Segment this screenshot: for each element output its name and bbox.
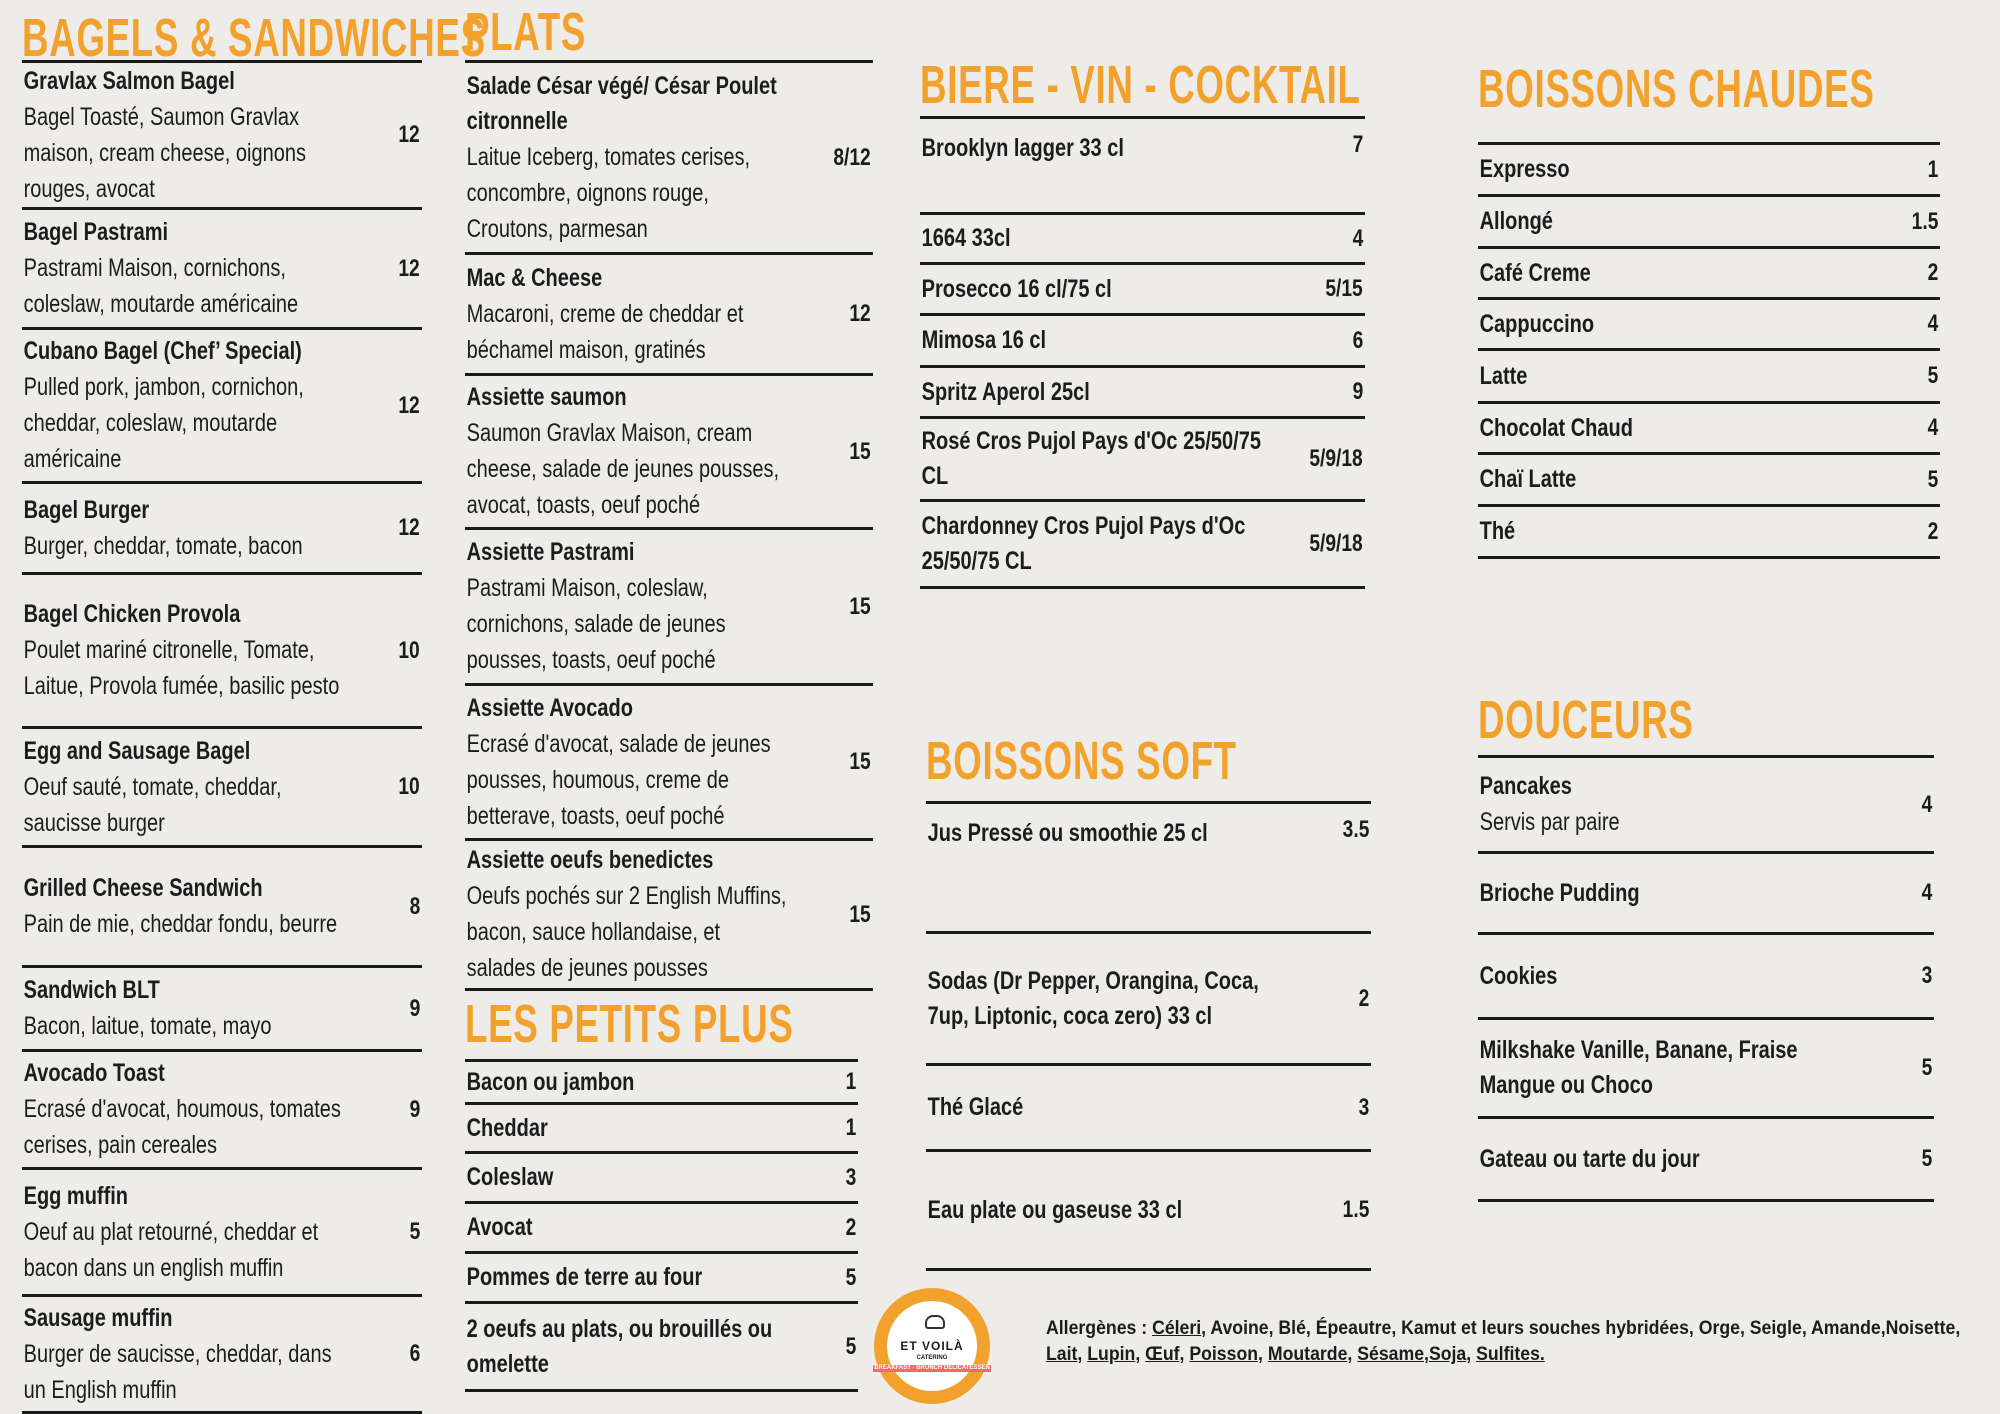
item-name: 1664 33cl	[921, 224, 1011, 252]
menu-item	[22, 63, 422, 210]
item-name: Gravlax Salmon Bagel	[23, 66, 235, 95]
item-list	[465, 1059, 858, 1392]
item-name: Gateau ou tarte du jour	[1479, 1144, 1700, 1173]
item-text	[920, 424, 1276, 494]
item-description: Oeufs pochés sur 2 English Muffins, bacon, sauce hollandaise, et salades de jeunes pousses	[466, 882, 787, 982]
item-name: Café Creme	[1479, 258, 1591, 287]
item-price: 7	[1352, 131, 1363, 158]
item-price: 1	[845, 1114, 856, 1141]
item-text	[22, 64, 342, 207]
item-price: 5/9/18	[1309, 530, 1363, 557]
item-price: 5	[409, 1218, 420, 1245]
item-price: 2	[1358, 984, 1369, 1012]
item-name: Egg and Sausage Bagel	[23, 736, 251, 765]
section-title: PLATS	[465, 2, 587, 62]
item-price: 1.5	[1342, 1196, 1369, 1223]
item-description: Ecrasé d'avocat, houmous, tomates cerises, pain cereales	[23, 1095, 341, 1159]
item-price: 5	[1927, 362, 1938, 389]
section-title: BAGELS & SANDWICHES	[22, 8, 486, 68]
item-text	[926, 816, 1282, 851]
cloche-icon	[925, 1315, 945, 1329]
item-price: 2	[1927, 259, 1938, 286]
item-price: 2	[845, 1213, 856, 1241]
item-description: Pastrami Maison, cornichons, coleslaw, moutarde américaine	[23, 254, 299, 318]
item-price: 3	[1921, 962, 1932, 989]
item-name: Assiette oeufs benedictes	[466, 846, 714, 874]
item-description: Pulled pork, jambon, cornichon, cheddar, coleslaw, moutarde américaine	[23, 373, 304, 473]
item-description: Oeuf au plat retourné, cheddar et bacon dans un english muffin	[23, 1217, 319, 1282]
allergen-text: , Avoine, Blé, Épeautre, Kamut et leurs souches hybridées, Orge, Seigle, Amande,Noisette,	[1201, 1318, 1961, 1339]
item-name: Chocolat Chaud	[1479, 413, 1633, 442]
item-description: Bacon, laitue, tomate, mayo	[23, 1012, 272, 1040]
menu-item	[1478, 145, 1940, 197]
menu-item	[22, 210, 422, 330]
menu-item	[465, 1105, 858, 1154]
item-description: Poulet mariné citronelle, Tomate, Laitue, Provola fumée, basilic pesto	[23, 636, 340, 700]
item-price: 5/15	[1325, 275, 1363, 302]
menu-item	[22, 1052, 422, 1170]
item-text	[920, 131, 1276, 166]
item-text	[1478, 959, 1843, 994]
item-name: Avocat	[466, 1213, 533, 1241]
allergen-link: Poisson	[1189, 1344, 1259, 1365]
item-price: 12	[398, 254, 420, 282]
section-title: DOUCEURS	[1478, 690, 1694, 750]
item-text	[926, 1090, 1282, 1125]
allergen-text: ,	[1135, 1344, 1146, 1365]
item-price: 15	[849, 748, 871, 775]
logo-sub: CATERING	[916, 1355, 948, 1361]
menu-item	[465, 841, 873, 991]
item-text	[920, 323, 1276, 358]
item-name: Thé	[1479, 517, 1516, 545]
allergen-text: ,	[1466, 1344, 1477, 1365]
item-name: 2 oeufs au plats, ou brouillés ou omelette	[466, 1314, 773, 1378]
item-price: 8/12	[833, 143, 871, 171]
item-name: Bagel Pastrami	[23, 218, 169, 246]
item-price: 2	[1927, 517, 1938, 545]
item-text	[1478, 204, 1848, 239]
item-price: 5	[845, 1332, 856, 1360]
item-description: Oeuf sauté, tomate, cheddar, saucisse burger	[23, 772, 282, 837]
menu-item	[465, 1204, 858, 1254]
item-list	[22, 60, 422, 1414]
item-price: 12	[398, 121, 420, 148]
section-title: LES PETITS PLUS	[465, 994, 794, 1054]
item-text	[465, 1065, 779, 1100]
item-name: Pommes de terre au four	[466, 1263, 703, 1291]
allergens-note	[1046, 1316, 1976, 1368]
item-name: Bagel Burger	[23, 495, 150, 524]
item-text	[465, 691, 791, 834]
item-price: 1.5	[1911, 207, 1938, 235]
menu-item	[465, 1154, 858, 1204]
item-name: Allongé	[1479, 207, 1553, 235]
item-name: Salade César végé/ César Poulet citronnelle	[466, 71, 777, 135]
item-list	[926, 801, 1371, 1271]
item-text	[22, 1301, 342, 1408]
item-text	[22, 973, 342, 1044]
item-text	[465, 1312, 779, 1382]
item-name: Assiette Pastrami	[466, 538, 635, 566]
item-price: 4	[1352, 224, 1363, 252]
item-name: Cappuccino	[1479, 309, 1595, 338]
item-text	[465, 380, 791, 523]
menu-item	[1478, 197, 1940, 249]
item-price: 4	[1927, 414, 1938, 441]
item-price: 15	[849, 900, 871, 928]
item-text	[920, 272, 1276, 307]
menu-item	[22, 729, 422, 848]
item-text	[1478, 876, 1843, 911]
logo-band: BREAKFAST · BRUNCH DELICATESSEN	[874, 1365, 990, 1371]
logo-name: ET VOILÀ	[900, 1339, 964, 1353]
item-price: 5	[845, 1263, 856, 1291]
section-title: BOISSONS CHAUDES	[1478, 59, 1875, 119]
menu-item	[465, 1062, 858, 1105]
item-list	[1478, 142, 1940, 559]
item-description: Bagel Toasté, Saumon Gravlax maison, cream cheese, oignons rouges, avocat	[23, 102, 306, 203]
menu-item	[1478, 404, 1940, 455]
section-title: BIERE - VIN - COCKTAIL	[920, 55, 1361, 115]
item-name: Cheddar	[466, 1113, 548, 1142]
allergen-text: ,	[1258, 1344, 1268, 1365]
item-text	[1478, 152, 1848, 187]
item-text	[22, 1179, 342, 1286]
item-text	[1478, 411, 1848, 446]
item-price: 8	[409, 892, 420, 920]
allergen-text: ,	[1179, 1344, 1190, 1365]
menu-item	[465, 63, 873, 255]
item-list	[920, 116, 1365, 589]
allergen-link: Œuf	[1145, 1344, 1180, 1365]
item-price: 5	[1921, 1145, 1932, 1172]
item-text	[22, 1056, 342, 1163]
item-text	[22, 597, 342, 704]
item-name: Jus Pressé ou smoothie 25 cl	[927, 819, 1208, 847]
item-price: 15	[849, 437, 871, 465]
item-text	[465, 69, 791, 247]
item-description: Burger, cheddar, tomate, bacon	[23, 531, 303, 560]
item-text	[1478, 1142, 1843, 1177]
allergen-link: Sulfites.	[1476, 1344, 1545, 1365]
menu-item	[1478, 1020, 1934, 1119]
item-name: Bacon ou jambon	[466, 1067, 635, 1096]
item-text	[1478, 462, 1848, 497]
menu-item	[1478, 1119, 1934, 1202]
item-name: Sausage muffin	[23, 1303, 173, 1332]
item-name: Latte	[1479, 361, 1528, 390]
menu-item	[1478, 300, 1940, 351]
menu-item	[1478, 351, 1940, 404]
item-description: Laitue Iceberg, tomates cerises, concombre, oignons rouge, Croutons, parmesan	[466, 142, 751, 243]
item-text	[1478, 307, 1848, 342]
menu-item	[926, 1066, 1371, 1152]
item-text	[1478, 514, 1848, 549]
item-description: Macaroni, creme de cheddar et béchamel maison, gratinés	[466, 299, 744, 364]
item-name: Coleslaw	[466, 1163, 554, 1191]
item-text	[926, 964, 1282, 1034]
item-name: Chaï Latte	[1479, 465, 1577, 493]
item-price: 10	[398, 636, 420, 664]
item-price: 9	[1352, 378, 1363, 405]
item-price: 1	[1927, 155, 1938, 183]
item-name: Sandwich BLT	[23, 976, 160, 1004]
menu-item	[920, 265, 1365, 316]
item-price: 15	[849, 592, 871, 620]
menu-item	[926, 804, 1371, 934]
item-name: Grilled Cheese Sandwich	[23, 874, 263, 902]
item-name: Chardonney Cros Pujol Pays d'Oc 25/50/75 CL	[921, 512, 1246, 575]
menu-item	[22, 330, 422, 484]
item-price: 6	[409, 1340, 420, 1367]
item-price: 9	[409, 994, 420, 1022]
menu-item	[1478, 758, 1934, 854]
item-text	[920, 509, 1276, 579]
menu-item	[1478, 854, 1934, 935]
item-list	[465, 60, 873, 991]
item-description: Servis par paire	[1479, 808, 1620, 836]
allergen-link: Sésame	[1357, 1344, 1425, 1365]
menu-item	[22, 575, 422, 729]
item-text	[465, 535, 791, 678]
allergen-text: ,	[1077, 1344, 1088, 1365]
item-name: Bagel Chicken Provola	[23, 600, 241, 628]
item-text	[465, 1210, 779, 1245]
item-text	[22, 734, 342, 841]
item-price: 5	[1927, 465, 1938, 493]
item-name: Brooklyn lagger 33 cl	[921, 134, 1124, 162]
item-text	[465, 843, 791, 986]
logo-badge	[874, 1288, 990, 1404]
item-text	[22, 493, 342, 564]
item-price: 4	[1927, 310, 1938, 337]
menu-item	[465, 376, 873, 530]
allergen-link: Moutarde	[1267, 1344, 1348, 1365]
menu-item	[920, 215, 1365, 265]
menu-item	[920, 316, 1365, 368]
item-name: Mac & Cheese	[466, 263, 603, 292]
menu-item	[465, 686, 873, 841]
item-description: Saumon Gravlax Maison, cream cheese, salade de jeunes pousses, avocat, toasts, oeuf poché	[466, 419, 780, 519]
item-price: 9	[409, 1095, 420, 1123]
allergen-link: Soja	[1428, 1344, 1467, 1365]
item-price: 3.5	[1342, 816, 1369, 843]
item-text	[926, 1193, 1282, 1228]
item-name: Expresso	[1479, 155, 1570, 183]
item-price: 6	[1352, 326, 1363, 354]
menu-item	[926, 934, 1371, 1066]
item-name: Mimosa 16 cl	[921, 326, 1047, 354]
item-price: 12	[398, 514, 420, 541]
menu-item	[1478, 935, 1934, 1020]
menu-item	[22, 1170, 422, 1297]
item-text	[465, 1111, 779, 1146]
item-text	[22, 871, 342, 942]
item-text	[22, 215, 342, 322]
menu-item	[920, 119, 1365, 215]
item-price: 5/9/18	[1309, 445, 1363, 472]
allergen-text: ,	[1424, 1344, 1429, 1365]
item-description: Burger de saucisse, cheddar, dans un English muffin	[23, 1339, 332, 1404]
menu-item	[1478, 507, 1940, 559]
menu-item	[920, 368, 1365, 419]
menu-item	[465, 1254, 858, 1304]
item-price: 3	[1358, 1093, 1369, 1121]
item-text	[920, 375, 1276, 410]
item-list	[1478, 755, 1934, 1202]
item-price: 4	[1921, 879, 1932, 906]
item-name: Egg muffin	[23, 1181, 129, 1210]
item-text	[22, 334, 342, 477]
item-name: Milkshake Vanille, Banane, Fraise Mangue ou Choco	[1479, 1036, 1798, 1099]
item-price: 4	[1921, 790, 1932, 818]
allergen-link: Lait	[1046, 1344, 1078, 1365]
item-text	[465, 1160, 779, 1195]
menu-item	[1478, 455, 1940, 507]
item-name: Cubano Bagel (Chef’ Special)	[23, 337, 302, 365]
item-price: 1	[845, 1068, 856, 1095]
item-text	[465, 261, 791, 368]
item-name: Pancakes	[1479, 772, 1572, 800]
menu-item	[465, 530, 873, 686]
item-name: Brioche Pudding	[1479, 878, 1640, 907]
item-name: Rosé Cros Pujol Pays d'Oc 25/50/75 CL	[921, 427, 1261, 490]
item-text	[465, 1260, 779, 1295]
item-text	[1478, 1033, 1843, 1103]
menu-item	[926, 1152, 1371, 1271]
item-name: Eau plate ou gaseuse 33 cl	[927, 1195, 1183, 1224]
menu-item	[465, 1304, 858, 1392]
item-text	[1478, 769, 1843, 840]
item-description: Ecrasé d'avocat, salade de jeunes pousses, houmous, creme de betterave, toasts, oeuf poché	[466, 729, 771, 830]
menu-item	[465, 255, 873, 376]
allergen-text: ,	[1347, 1344, 1358, 1365]
item-name: Avocado Toast	[23, 1059, 165, 1087]
item-name: Prosecco 16 cl/75 cl	[921, 274, 1112, 303]
item-price: 12	[398, 391, 420, 419]
item-description: Pastrami Maison, coleslaw, cornichons, salade de jeunes pousses, toasts, oeuf poché	[466, 574, 726, 674]
menu-item	[920, 419, 1365, 502]
menu-item	[1478, 249, 1940, 300]
item-price: 3	[845, 1163, 856, 1191]
item-name: Assiette saumon	[466, 383, 627, 411]
item-name: Assiette Avocado	[466, 693, 633, 722]
item-name: Thé Glacé	[927, 1093, 1024, 1121]
item-name: Cookies	[1479, 961, 1558, 990]
item-price: 5	[1921, 1054, 1932, 1081]
menu-item	[920, 502, 1365, 589]
allergen-text: Allergènes :	[1046, 1318, 1153, 1339]
menu-item	[22, 1297, 422, 1414]
item-price: 10	[398, 773, 420, 800]
item-name: Sodas (Dr Pepper, Orangina, Coca, 7up, Liptonic, coca zero) 33 cl	[927, 966, 1259, 1030]
allergen-link: Lupin	[1087, 1344, 1136, 1365]
item-text	[920, 221, 1276, 256]
item-price: 12	[849, 300, 871, 327]
item-name: Spritz Aperol 25cl	[921, 377, 1090, 406]
menu-item	[22, 968, 422, 1052]
allergen-link: Céleri	[1152, 1318, 1202, 1339]
menu-item	[22, 484, 422, 575]
item-text	[1478, 359, 1848, 394]
item-description: Pain de mie, cheddar fondu, beurre	[23, 910, 338, 938]
item-text	[1478, 256, 1848, 291]
menu-item	[22, 848, 422, 968]
section-title: BOISSONS SOFT	[926, 731, 1237, 791]
